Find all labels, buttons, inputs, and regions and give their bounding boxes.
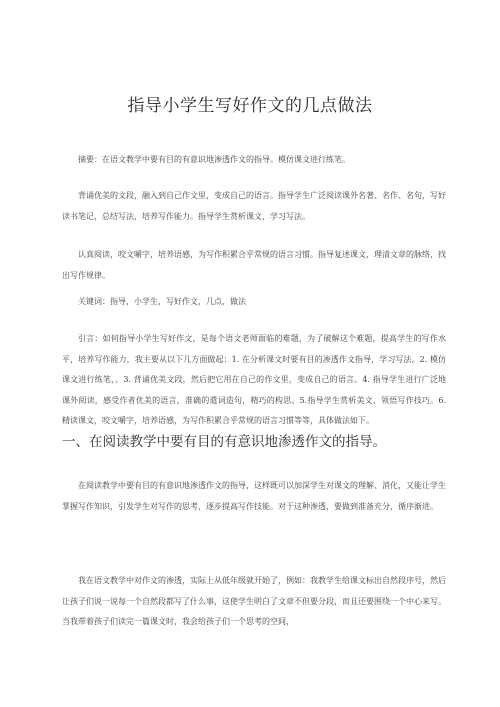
section-1-heading: 一、在阅读教学中要有目的有意识地渗透作文的指导。 bbox=[62, 434, 386, 450]
abstract-paragraph: 摘要：在语文教学中要有目的有意识地渗透作文的指导。模仿课文进行练笔。 bbox=[78, 155, 350, 164]
section-1-paragraph-1: 在阅读教学中要有目的有意识地渗透作文的指导，这样既可以加深学生对课文的理解、消化，又能让学生掌握写作知识，引发学生对写作的思考，逐步提高写作技能。对于这种渗透，要做到准备充分，循序渐进。 bbox=[62, 481, 446, 511]
keywords-paragraph: 关键词：指导，小学生，写好作文，几点，做法 bbox=[78, 297, 246, 306]
section-1-paragraph-2: 我在语文教学中对作文的渗透，实际上从低年级就开始了，例如：我教学生给课文标出自然段序号，然后让孩子们说一说每一个自然段都写了什么事，这使学生明白了文章不但要分段，而且还要围绕一个中心来写。当我带着孩子们读完一篇课文时，我会给孩子们一个思考的空间， bbox=[62, 576, 446, 626]
document-title: 指导小学生写好作文的几点做法 bbox=[127, 96, 373, 116]
reading-paragraph: 认真阅读，咬文嚼字，培养语感，为写作积累合乎常规的语言习惯。指导复述课文，理清文章的脉络，找出写作规律。 bbox=[62, 250, 446, 280]
intro-paragraph: 引言：如何指导小学生写好作文，是每个语文老师面临的难题，为了破解这个难题，提高学生的写作水平，培养写作能力，我主要从以下几方面做起：1. 在分析课文时要有目的渗透作文指导，学习写法。2. 模仿课文进行练笔，。3. 背诵优美文段，然后把它用在自己的作文里，变成自己的语言。4. 指导学生进行广泛地课外阅读，感受作者优美的语言，准确的遣词造句，精巧的构思。5.指导学生赏析美文，领悟写作技巧。6. 精读课文，咬文嚼字，培养语感，为写作积累合乎常规的语言习惯等等，具体做法如下。 bbox=[62, 334, 446, 425]
recite-paragraph: 背诵优美的文段，融入到自己作文里，变成自己的语言。指导学生广泛阅读课外名著、名作、名句，写好读书笔记，总结写法，培养写作能力。指导学生赏析课文，学习写法。 bbox=[62, 191, 446, 221]
